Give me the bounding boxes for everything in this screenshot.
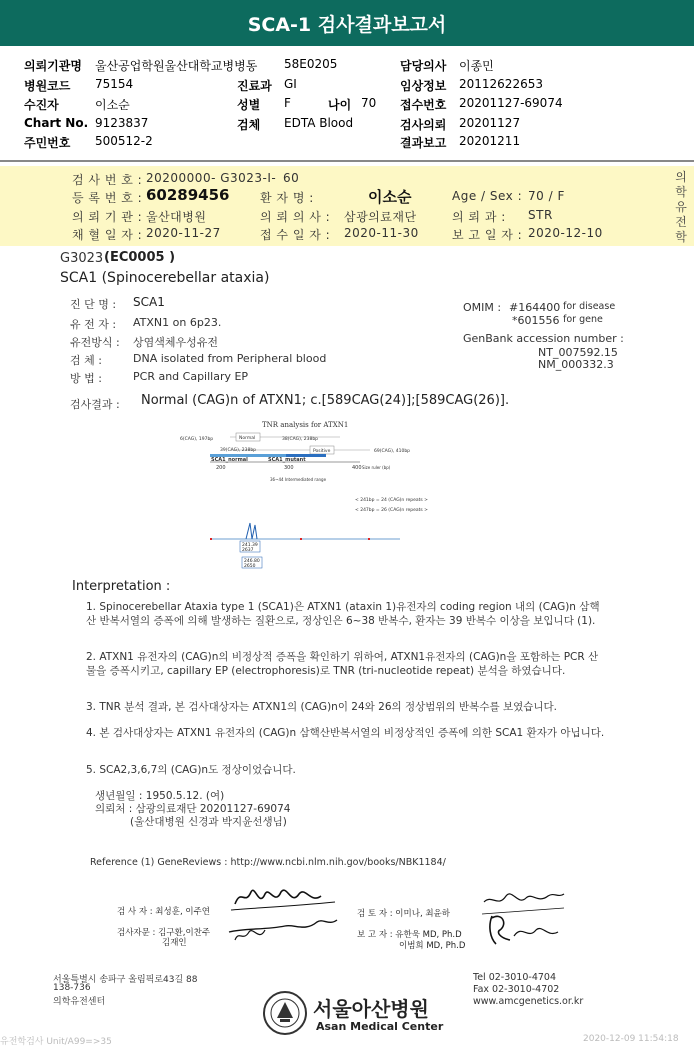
header-divider <box>0 160 694 162</box>
omim-disease-note: for disease <box>563 301 616 312</box>
clinical-info-label: 임상정보 <box>400 79 447 93</box>
omim-gene: *601556 <box>512 314 560 327</box>
receipt-no-value: 20201127-69074 <box>459 96 563 110</box>
advisor-signature <box>225 912 345 948</box>
genbank-1: NT_007592.15 <box>538 346 618 359</box>
figure-title: TNR analysis for ATXN1 <box>262 421 349 429</box>
field-label: 검 체 : <box>70 354 102 367</box>
ruler-marker <box>210 538 212 540</box>
interpretation-title: Interpretation : <box>72 579 171 594</box>
requester-detail: (울산대병원 신경과 박지윤선생님) <box>130 816 287 828</box>
hospital-name-kr: 서울아산병원 <box>313 997 429 1021</box>
exam-no-label: 검 사 번 호 : <box>72 173 143 187</box>
chart-no-value: 9123837 <box>95 116 149 130</box>
reviewer: 검 토 자 : 이미나, 최윤하 <box>357 909 450 919</box>
side-char: 유 <box>675 200 687 214</box>
age-value: 70 <box>361 96 377 110</box>
field-value: ATXN1 on 6p23. <box>133 316 222 329</box>
age-label: 나이 <box>328 98 352 112</box>
collect-label: 채 혈 일 자 : <box>72 228 143 242</box>
side-char: 의 <box>675 170 687 184</box>
phone: Tel 02-3010-4704 <box>473 972 556 983</box>
chart-no-label: Chart No. <box>24 116 89 130</box>
result-text: Normal (CAG)n of ATXN1; c.[589CAG(24)];[589CAG(26)]. <box>141 393 510 408</box>
repeat-note-1: < 241bp = 24 (CAG)n repeats > <box>355 498 428 503</box>
field-label: 유 전 자 : <box>70 318 117 331</box>
examiner2: 검사자문 : 김구환,이찬주 <box>117 928 211 938</box>
tnr-figure <box>170 415 470 575</box>
interp-item: 3. TNR 분석 결과, 본 검사대상자는 ATXN1의 (CAG)n이 24와 26의 정상범위의 반복수를 보였습니다. <box>86 701 557 713</box>
test-name: SCA1 (Spinocerebellar ataxia) <box>60 270 270 286</box>
reporter2: 이범희 MD, Ph.D <box>399 941 466 951</box>
omim-label: OMIM : <box>463 301 502 314</box>
receipt-label: 접 수 일 자 : <box>260 228 331 242</box>
axis-tick: 300 <box>284 465 294 471</box>
reference: Reference (1) GeneReviews : http://www.ncbi.nlm.nih.gov/books/NBK1184/ <box>90 857 446 868</box>
report-label: 보 고 일 자 : <box>452 228 523 242</box>
side-vertical-text <box>674 170 688 245</box>
req-org: 울산대병원 <box>146 210 207 224</box>
age-sex: 70 / F <box>528 189 565 203</box>
receipt-no-label: 접수번호 <box>400 98 447 112</box>
field-value: 상염색체우성유전 <box>133 336 219 349</box>
side-char: 학 <box>675 230 687 244</box>
age-sex-label: Age / Sex : <box>452 189 523 203</box>
field-value: SCA1 <box>133 295 165 309</box>
sex-value: F <box>284 96 291 110</box>
omim-gene-note: for gene <box>563 314 603 325</box>
peak2-size: 246.80 <box>244 559 260 564</box>
receipt-date: 2020-11-30 <box>344 226 419 240</box>
exam-no: 20200000- G3023-I- <box>146 171 277 185</box>
trace-peak <box>246 523 257 539</box>
dept: STR <box>528 208 553 222</box>
axis-tick: 200 <box>216 465 226 471</box>
patient-name: 이소순 <box>368 188 412 206</box>
reporter: 보 고 자 : 유한욱 MD, Ph.D <box>357 930 462 940</box>
report-date: 2020-12-10 <box>528 226 603 240</box>
request-org-label: 의뢰기관명 <box>24 59 82 73</box>
hospital-logo-icon <box>262 990 308 1036</box>
address-2: 138-736 <box>53 983 91 993</box>
result-report-label: 결과보고 <box>400 136 447 150</box>
side-char: 학 <box>675 185 687 199</box>
interp-item: 1. Spinocerebellar Ataxia type 1 (SCA1)은 ATXN1 (ataxin 1)유전자의 coding region 내의 (CAG)n 삼핵산 반복서열의 증폭에 의해 발생하는 질환으로, 정상인은 6~38 반복수, 환자는 39 반복수 이상을 보입니다 (1). <box>86 601 600 627</box>
requester: 의뢰처 : 삼광의료재단 20201127-69074 <box>95 803 291 815</box>
interp-item: 2. ATXN1 유전자의 (CAG)n의 비정상적 증폭을 확인하기 위하여, ATXN1유전자의 (CAG)n을 포함하는 PCR 산물을 증폭시키고, capillary EP (electrophoresis)로 TNR (tri-nucleotide repeat) 분석을 하였습니다. <box>86 651 599 677</box>
department-value: GI <box>284 77 297 91</box>
figure-left-label: 6(CAG), 197bp <box>180 437 214 442</box>
genbank-label: GenBank accession number : <box>463 332 624 345</box>
size-ruler: Size ruler (bp) <box>362 465 391 470</box>
reg-no-label: 등 록 번 호 : <box>72 191 143 205</box>
examiner: 검 사 자 : 최성훈, 이주연 <box>117 907 210 917</box>
test-request-label: 검사의뢰 <box>400 118 447 132</box>
address-1: 서울특별시 송파구 올림픽로43길 88 <box>53 975 198 985</box>
peak1-height: 2637 <box>242 548 254 553</box>
specimen-label: 검체 <box>237 118 261 132</box>
birth-date: 생년월일 : 1950.5.12. (여) <box>95 790 225 802</box>
omim-disease: #164400 <box>509 301 561 314</box>
ruler-marker <box>300 538 302 540</box>
repeat-note-2: < 247bp = 26 (CAG)n repeats > <box>355 508 428 513</box>
collect-date: 2020-11-27 <box>146 226 221 240</box>
exam-no-suffix: 60 <box>283 171 300 185</box>
report-title: SCA-1 검사결과보고서 <box>0 0 694 46</box>
result-label: 검사결과 : <box>70 398 120 411</box>
bottom-right-timestamp: 2020-12-09 11:54:18 <box>583 1034 679 1044</box>
hospital-code-value: 75154 <box>95 77 134 91</box>
department-label: 진료과 <box>237 79 272 93</box>
website: www.amcgenetics.or.kr <box>473 996 584 1007</box>
examiner-signature <box>225 880 345 916</box>
sca-label: 39(CAG), 238bp <box>220 448 257 453</box>
ruler-marker <box>368 538 370 540</box>
doctor-value: 이종민 <box>459 59 494 73</box>
req-org-label: 의 뢰 기 관 : <box>72 210 143 224</box>
bar1-label: SCA1_normal <box>211 457 248 463</box>
hospital-code-label: 병원코드 <box>24 79 71 93</box>
doctor-label: 담당의사 <box>400 59 447 73</box>
test-request-value: 20201127 <box>459 116 521 130</box>
figure-mid-label: 38(CAG), 238bp <box>282 437 319 442</box>
req-doctor-label: 의 뢰 의 사 : <box>260 210 331 224</box>
dept-label: 의 뢰 과 : <box>452 210 506 224</box>
resident-no-label: 주민번호 <box>24 136 71 150</box>
interp-item: 5. SCA2,3,6,7의 (CAG)n도 정상이었습니다. <box>86 764 296 776</box>
field-label: 유전방식 : <box>70 336 120 349</box>
interp-item: 4. 본 검사대상자는 ATXN1 유전자의 (CAG)n 삼핵산반복서열의 비정상적인 증폭에 의한 SCA1 환자가 아닙니다. <box>86 727 605 739</box>
genbank-2: NM_000332.3 <box>538 358 614 371</box>
patient-label: 환 자 명 : <box>260 191 314 205</box>
bar2-label: SCA1_mutant <box>268 457 306 463</box>
field-value: DNA isolated from Peripheral blood <box>133 352 327 365</box>
field-label: 진 단 명 : <box>70 298 117 311</box>
peak1-size: 241.39 <box>242 543 258 548</box>
clinical-info-value: 20112622653 <box>459 77 543 91</box>
figure-right-label: 69(CAG), 410bp <box>374 449 411 454</box>
request-org-value: 울산공업학원울산대학교병병동 <box>95 59 258 73</box>
result-report-value: 20201211 <box>459 134 521 148</box>
field-label: 방 법 : <box>70 372 102 385</box>
fax: Fax 02-3010-4702 <box>473 984 560 995</box>
interm-range: 36~44 Intermediated range <box>270 477 327 482</box>
examiner2-name: 김재인 <box>162 938 187 948</box>
recipient-label: 수진자 <box>24 98 59 112</box>
axis-tick: 400 <box>352 465 362 471</box>
positive-label: Positive <box>313 449 331 454</box>
test-code: G3023 <box>60 251 104 266</box>
address-3: 의학유전센터 <box>53 997 106 1007</box>
specimen-value: EDTA Blood <box>284 116 354 130</box>
resident-no-value: 500512-2 <box>95 134 153 148</box>
field-value: PCR and Capillary EP <box>133 370 249 383</box>
bottom-left-stamp: 유전학검사 Unit/A99=>35 <box>0 1037 112 1047</box>
reporter-signature <box>478 910 568 950</box>
specimen-code: 58E0205 <box>284 57 338 71</box>
req-doctor: 삼광의료재단 <box>344 210 417 224</box>
normal-label: Normal <box>239 436 256 441</box>
sex-label: 성별 <box>237 98 261 112</box>
test-code2: (EC0005 ) <box>104 250 176 265</box>
recipient-value: 이소순 <box>95 98 130 112</box>
hospital-name-en: Asan Medical Center <box>316 1020 444 1033</box>
side-char: 전 <box>675 215 687 229</box>
peak2-height: 2650 <box>244 564 256 569</box>
reg-no: 60289456 <box>146 186 230 204</box>
